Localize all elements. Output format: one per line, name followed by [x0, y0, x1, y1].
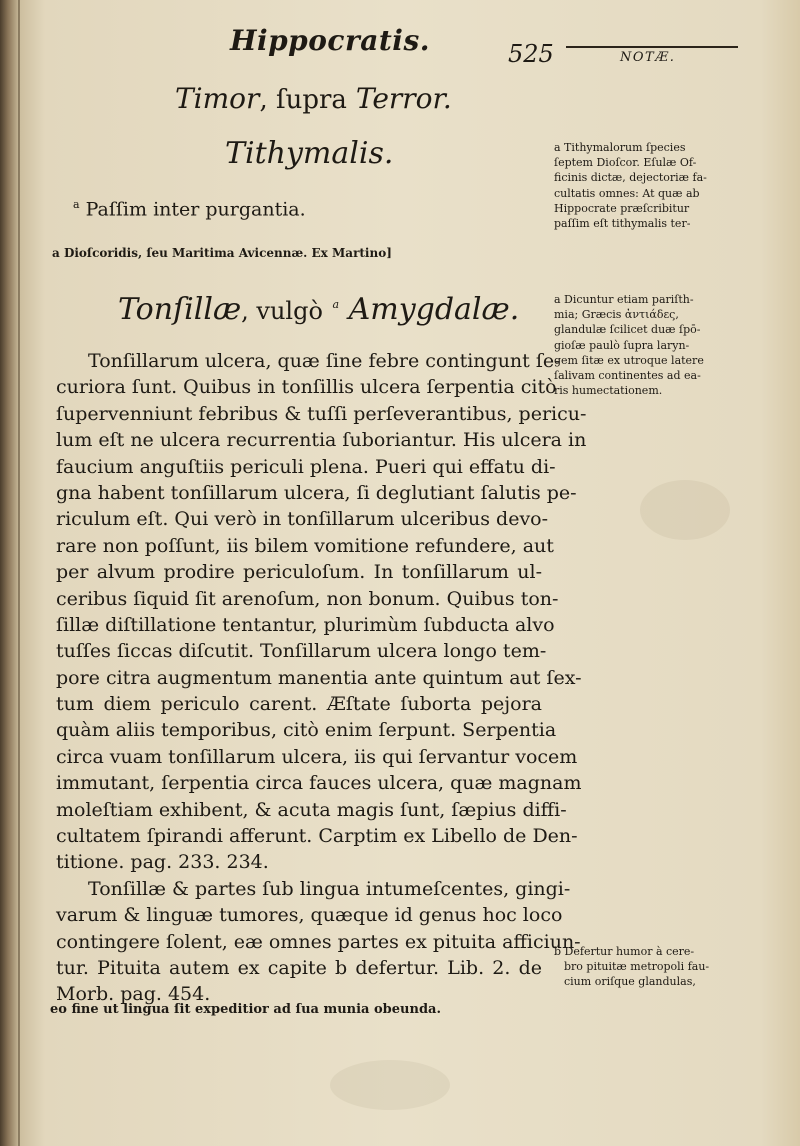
margin-note-b	[554, 944, 758, 990]
text-line: circa vuam tonſillarum ulcera, iis qui ſervantur vocem	[56, 745, 578, 768]
text-line: titione. pag. 233. 234.	[56, 851, 269, 874]
note-line: ficinis dictæ, dejectoriæ fa-	[554, 171, 707, 185]
note-line: paſſim eſt tithymalis ter-	[554, 217, 691, 231]
note-line: b Defertur humor à cere-	[554, 945, 695, 958]
note-line: Hippocrate præſcribitur	[554, 201, 690, 215]
title-word: Terror.	[355, 82, 452, 115]
note-line: ris humectationem.	[554, 384, 663, 398]
text-line: faucium anguſtiis periculi plena. Pueri qui effatu di-	[56, 455, 556, 478]
text-line: Tonſillæ & partes ſub lingua intumeſcentes, gingi-	[88, 877, 571, 900]
text-line: cultatem ſpirandi afferunt. Carptim ex Libello de Den-	[56, 825, 578, 848]
section-title-tithymalis: Tithymalis.	[225, 136, 394, 171]
section-title-timor	[175, 82, 452, 115]
note-marker: a	[332, 298, 340, 311]
note-line: bro pituitæ metropoli fau-	[564, 960, 710, 974]
running-head: Hippocratis.	[230, 24, 430, 57]
note-line: glandulæ ſcilicet duæ ſpō-	[554, 323, 701, 337]
note-marker: a	[73, 198, 80, 211]
section-title-tonsillae	[118, 292, 519, 327]
text-line: Tonſillarum ulcera, quæ ſine febre contingunt ſe-	[88, 350, 561, 372]
text-line: riculum eſt. Qui verò in tonſillarum ulceribus devo-	[56, 508, 549, 531]
notes-rule	[566, 46, 738, 48]
text-line: tur. Pituita autem ex capite b defertur. Lib. 2. de	[56, 956, 542, 979]
note-line: gem ſitæ ex utroque latere	[554, 353, 704, 367]
paper-stain	[330, 1060, 450, 1110]
tithymalis-line: Paſſim inter purgantia.	[85, 198, 306, 221]
page-number: 525	[508, 40, 554, 68]
note-line: cium oriſque glandulas,	[564, 975, 696, 989]
text-line: lum eſt ne ulcera recurrentia ſuboriantur. His ulcera in	[56, 429, 587, 452]
text-line: ſillæ diſtillatione tentantur, plurimùm ſubducta alvo	[56, 613, 555, 636]
text-line: ſupervenniunt febribus & tuſſi perſeverantibus, pericu-	[56, 402, 587, 425]
margin-note-a1	[554, 140, 758, 231]
note-line: ſeptem Dioſcor. Eſulæ Of-	[554, 156, 697, 170]
bottom-footnote: eo fine ut lingua ſit expeditior ad ſua munia obeunda.	[50, 1002, 441, 1017]
text-line: contingere ſolent, eæ omnes partes ex pituita afficiun-	[56, 930, 581, 953]
title-connector: , vulgò	[241, 297, 323, 325]
note-line: mia; Græcis ἀντιάδες,	[554, 308, 679, 322]
text-line: rare non poſſunt, iis bilem vomitione refundere, aut	[56, 534, 554, 557]
note-line: cultatis omnes: At quæ ab	[554, 186, 700, 200]
text-line: curiora ſunt. Quibus in tonſillis ulcera ſerpentia citò	[56, 376, 557, 399]
notes-heading: NOTÆ.	[620, 50, 676, 65]
text-line: quàm aliis temporibus, citò enim ſerpunt. Serpentia	[56, 719, 557, 742]
paper-stain	[640, 480, 730, 540]
text-line: immutant, ſerpentia circa fauces ulcera, quæ magnam	[56, 772, 582, 795]
text-line: gna habent tonſillarum ulcera, ſi deglutiant ſalutis pe-	[56, 481, 577, 504]
title-connector: , ſupra	[259, 85, 347, 115]
tithymalis-text	[73, 198, 306, 220]
title-word: Timor	[175, 82, 260, 115]
title-word: Amygdalæ.	[348, 292, 520, 327]
text-line: varum & linguæ tumores, quæque id genus hoc loco	[56, 904, 563, 927]
text-line: pore citra augmentum manentia ante quintum aut ſex-	[56, 666, 582, 689]
text-line: ceribus ſiquid ſit arenoſum, non bonum. Quibus ton-	[56, 587, 559, 610]
text-line: per alvum prodire periculoſum. In tonſillarum ul-	[56, 561, 542, 584]
main-text-block	[56, 348, 587, 1008]
margin-note-a2	[554, 292, 758, 398]
text-line: tum diem periculo carent. Æſtate ſuborta pejora	[56, 693, 542, 716]
note-line: a Dicuntur etiam pariſth-	[554, 293, 694, 306]
text-line: Morb. pag. 454.	[56, 983, 211, 1006]
note-line: a Tithymalorum ſpecies	[554, 141, 686, 154]
gutter-shadow	[18, 0, 20, 1146]
note-line: ſalivam continentes ad ea-	[554, 369, 701, 383]
text-line: tuſſes ſiccas diſcutit. Tonſillarum ulcera longo tem-	[56, 640, 547, 663]
tithymalis-footnote: a Dioſcoridis, ſeu Maritima Avicennæ. Ex Martino]	[52, 246, 392, 260]
text-line: moleſtiam exhibent, & acuta magis ſunt, ſæpius diffi-	[56, 798, 567, 821]
note-line: gioſæ paulò ſupra laryn-	[554, 338, 690, 352]
title-word: Tonſillæ	[118, 292, 242, 327]
